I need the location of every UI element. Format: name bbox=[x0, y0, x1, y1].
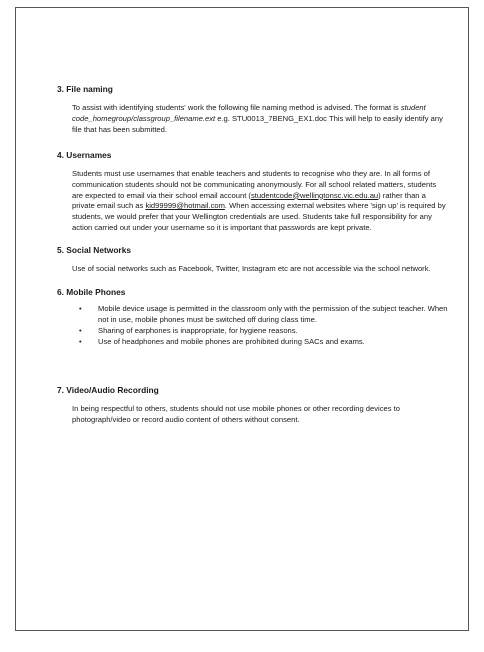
bullet-icon: • bbox=[79, 304, 82, 314]
social-networks-paragraph: Use of social networks such as Facebook, Twitter, Instagram etc are not accessible via the school network. bbox=[72, 264, 431, 274]
section-heading-file-naming: 3. File naming bbox=[57, 84, 113, 94]
document-page bbox=[15, 7, 469, 631]
usernames-text-3: . When accessing external websites where 'sign up' is required by students, we would prefer that your Wellington credentials are used. Students take full responsibility for any action carried out under your username so it is important that passwords are kept private. bbox=[72, 201, 446, 233]
section-heading-video-audio: 7. Video/Audio Recording bbox=[57, 384, 159, 395]
file-naming-text: To assist with identifying students' work the following file naming method is advised. The format is bbox=[72, 103, 401, 112]
list-item bbox=[57, 304, 449, 326]
document-content bbox=[57, 84, 449, 426]
bullet-icon: • bbox=[79, 325, 82, 335]
list-item-text: Use of headphones and mobile phones are prohibited during SACs and exams. bbox=[98, 336, 365, 346]
section-heading-mobile-phones: 6. Mobile Phones bbox=[57, 287, 126, 298]
section-heading-usernames: 4. Usernames bbox=[57, 149, 112, 160]
bullet-icon: • bbox=[79, 336, 82, 346]
section-heading-social-networks: 5. Social Networks bbox=[57, 245, 132, 256]
usernames-paragraph bbox=[72, 169, 449, 234]
mobile-phones-list bbox=[57, 304, 449, 348]
private-email-link[interactable]: kid99999@hotmail.com bbox=[145, 201, 225, 211]
file-naming-example: e.g. STU0013_7BENG_EX1.doc This will help to easily identify any file that has been submitted. bbox=[72, 113, 443, 134]
list-item bbox=[57, 326, 449, 337]
video-audio-paragraph: In being respectful to others, students should not use mobile phones or other recording devices to photograph/video or record audio content of others without consent. bbox=[72, 403, 400, 424]
list-item-text: Sharing of earphones is inappropriate, for hygiene reasons. bbox=[98, 325, 298, 335]
school-email-link[interactable]: studentcode@wellingtonsc.vic.edu.au bbox=[250, 190, 379, 200]
file-naming-format: student code_homegroup/classgroup_filename.ext bbox=[72, 103, 426, 123]
list-item-text: Mobile device usage is permitted in the classroom only with the permission of the subject teacher. When not in use, mobile phones must be switched off during class time. bbox=[98, 304, 448, 324]
usernames-text-1: Students must use usernames that enable teachers and students to recognise who they are. In all forms of communication students should not be communicating anonymously. For all school related matters, students are expected to email via their school email account ( bbox=[72, 168, 437, 200]
list-item bbox=[57, 337, 449, 348]
usernames-text-2: ) rather than a private email such as bbox=[72, 190, 426, 211]
file-naming-paragraph bbox=[72, 103, 449, 136]
